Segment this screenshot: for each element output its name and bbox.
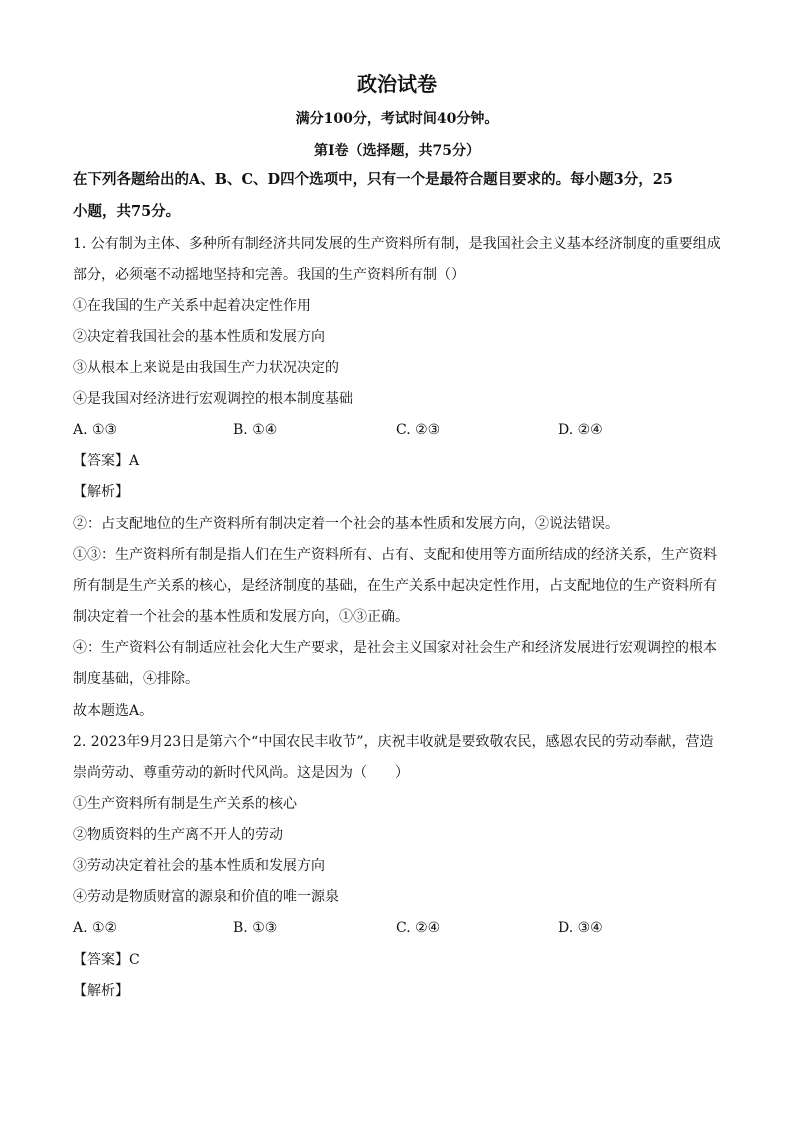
q1-option-b: B. ①④: [233, 422, 278, 438]
q1-analysis-line-4: 制决定着一个社会的基本性质和发展方向，①③正确。: [73, 609, 409, 625]
q1-item-4: ④是我国对经济进行宏观调控的根本制度基础: [73, 391, 353, 407]
q1-option-d: D. ②④: [558, 422, 603, 438]
instructions-line-1: 在下列各题给出的A、B、C、D四个选项中，只有一个是最符合题目要求的。每小题3分，25: [73, 171, 673, 188]
q2-answer: 【答案】C: [73, 952, 140, 968]
q1-analysis-line-2: ①③：生产资料所有制是指人们在生产资料所有、占有、支配和使用等方面所结成的经济关系，生产资料: [73, 547, 717, 563]
q1-answer: 【答案】A: [73, 453, 140, 469]
q1-stem-line-2: 部分，必须毫不动摇地坚持和完善。我国的生产资料所有制（）: [73, 267, 465, 283]
page-title: 政治试卷: [357, 72, 437, 96]
q2-item-3: ③劳动决定着社会的基本性质和发展方向: [73, 858, 325, 874]
q2-option-a: A. ①②: [73, 920, 118, 936]
q1-analysis-label: 【解析】: [73, 484, 129, 500]
q1-analysis-line-6: 制度基础，④排除。: [73, 671, 199, 687]
q1-analysis-line-1: ②：占支配地位的生产资料所有制决定着一个社会的基本性质和发展方向，②说法错误。: [73, 516, 619, 532]
q2-option-c: C. ②④: [396, 920, 441, 936]
exam-subtitle: 满分100分，考试时间40分钟。: [295, 111, 499, 127]
q2-option-d: D. ③④: [558, 920, 603, 936]
q2-item-4: ④劳动是物质财富的源泉和价值的唯一源泉: [73, 889, 339, 905]
q1-item-2: ②决定着我国社会的基本性质和发展方向: [73, 329, 325, 345]
section-heading: 第I卷（选择题，共75分）: [313, 143, 481, 159]
q1-item-1: ①在我国的生产关系中起着决定性作用: [73, 298, 311, 314]
q2-stem-line-1: 2. 2023年9月23日是第六个“中国农民丰收节”，庆祝丰收就是要致敬农民，感恩农民的劳动奉献，营造: [73, 734, 714, 750]
q1-option-c: C. ②③: [396, 422, 441, 438]
q1-item-3: ③从根本上来说是由我国生产力状况决定的: [73, 360, 339, 376]
q2-item-1: ①生产资料所有制是生产关系的核心: [73, 796, 297, 812]
q2-analysis-label: 【解析】: [73, 983, 129, 999]
q1-stem-line-1: 1. 公有制为主体、多种所有制经济共同发展的生产资料所有制，是我国社会主义基本经济制度的重要组成: [73, 236, 721, 252]
q2-option-b: B. ①③: [233, 920, 278, 936]
q1-analysis-line-5: ④：生产资料公有制适应社会化大生产要求，是社会主义国家对社会生产和经济发展进行宏观调控的根本: [73, 640, 717, 656]
q1-analysis-line-7: 故本题选A。: [73, 703, 154, 719]
q2-stem-line-2: 崇尚劳动、尊重劳动的新时代风尚。这是因为（ ）: [73, 765, 409, 781]
q2-item-2: ②物质资料的生产离不开人的劳动: [73, 827, 283, 843]
q1-analysis-line-3: 所有制是生产关系的核心，是经济制度的基础，在生产关系中起决定性作用，占支配地位的生产资料所有: [73, 578, 717, 594]
q1-option-a: A. ①③: [73, 422, 118, 438]
instructions-line-2: 小题，共75分。: [73, 203, 181, 220]
